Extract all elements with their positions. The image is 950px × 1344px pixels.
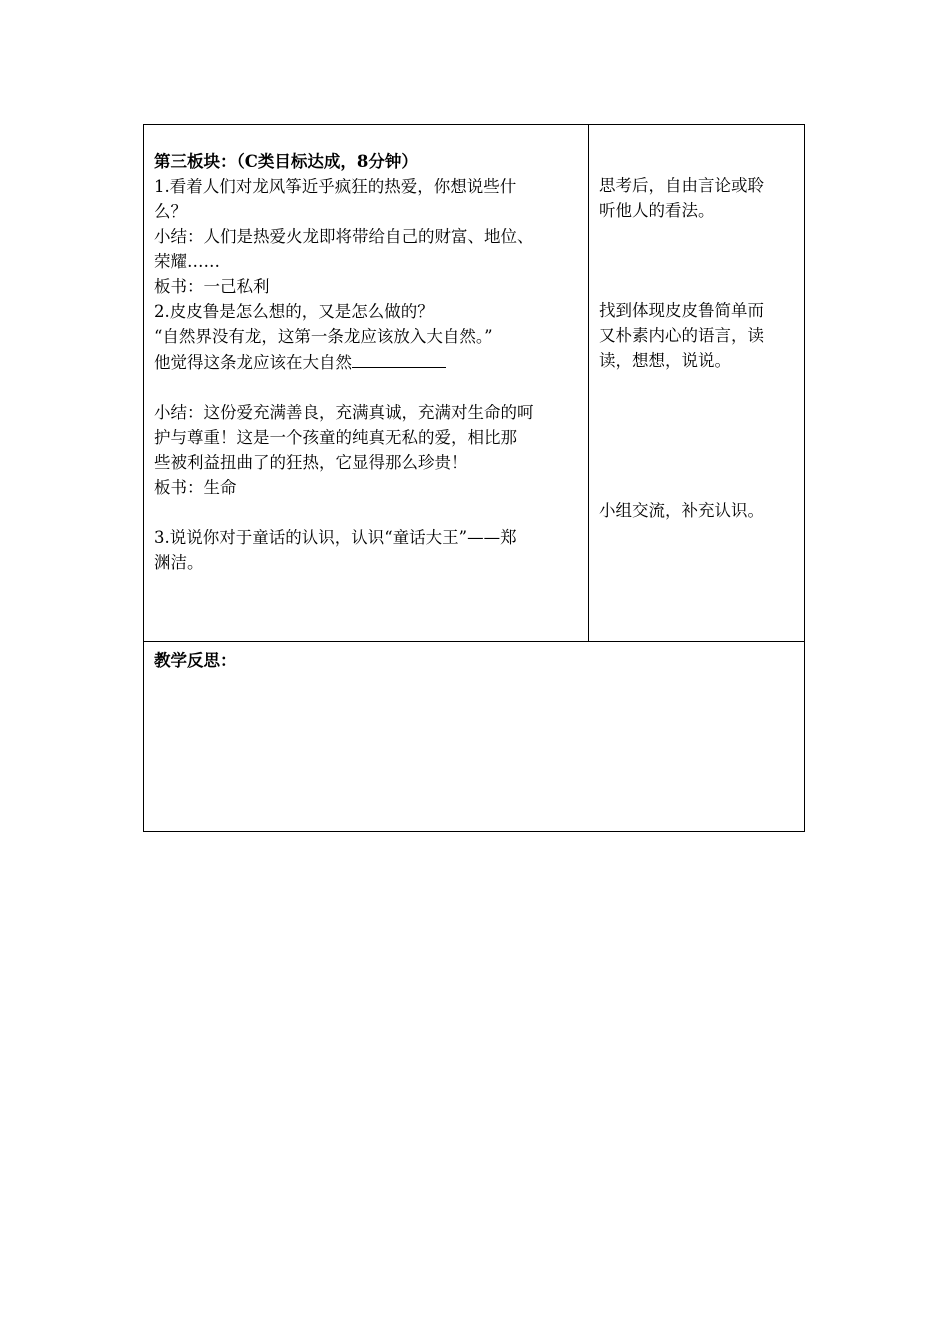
answer-3-line-1: 小组交流，补充认识。 [599, 501, 764, 520]
activity-row [144, 125, 805, 642]
board-note-1: 板书：一己私利 [154, 277, 270, 296]
question-3-line-2: 渊洁。 [154, 553, 204, 572]
teacher-activity-cell [144, 125, 589, 642]
question-2-line-1: 2.皮皮鲁是怎么想的，又是怎么做的？ [154, 302, 434, 321]
lesson-plan-table [143, 124, 805, 832]
answer-2-line-3: 读，想想，说说。 [599, 351, 731, 370]
spacer [599, 373, 798, 498]
question-2-line-2: “自然界没有龙，这第一条龙应该放入大自然。” [154, 327, 493, 346]
answer-2-line-2: 又朴素内心的语言，读 [599, 326, 764, 345]
summary-2-line-1: 小结：这份爱充满善良，充满真诚，充满对生命的呵 [154, 403, 534, 422]
question-3-line-1: 3.说说你对于童话的认识，认识“童话大王”——郑 [154, 528, 517, 547]
blank-line [154, 375, 580, 400]
fill-in-blank [352, 349, 446, 368]
board-note-2: 板书：生命 [154, 478, 237, 497]
answer-2-line-1: 找到体现皮皮鲁简单而 [599, 301, 764, 320]
section-heading: 第三板块：（C类目标达成，8分钟） [154, 152, 418, 171]
answer-1-line-1: 思考后，自由言论或聆 [599, 176, 764, 195]
reflection-cell [144, 642, 805, 832]
summary-1-line-1: 小结：人们是热爱火龙即将带给自己的财富、地位、 [154, 227, 534, 246]
question-1-line-2: 么？ [154, 202, 187, 221]
summary-2-line-3: 些被利益扭曲了的狂热，它显得那么珍贵！ [154, 453, 468, 472]
summary-1-line-2: 荣耀…… [154, 252, 220, 271]
summary-2-line-2: 护与尊重！这是一个孩童的纯真无私的爱，相比那 [154, 428, 517, 447]
question-2-line-3 [154, 349, 580, 375]
question-1-line-1: 1.看着人们对龙风筝近乎疯狂的热爱，你想说些什 [154, 177, 517, 196]
blank-line [154, 500, 580, 525]
student-activity-cell [589, 125, 805, 642]
spacer [599, 223, 798, 298]
answer-1-line-2: 听他人的看法。 [599, 201, 715, 220]
question-2-line-3-text: 他觉得这条龙应该在大自然 [154, 353, 352, 372]
reflection-row [144, 642, 805, 832]
reflection-label: 教学反思： [154, 651, 237, 670]
